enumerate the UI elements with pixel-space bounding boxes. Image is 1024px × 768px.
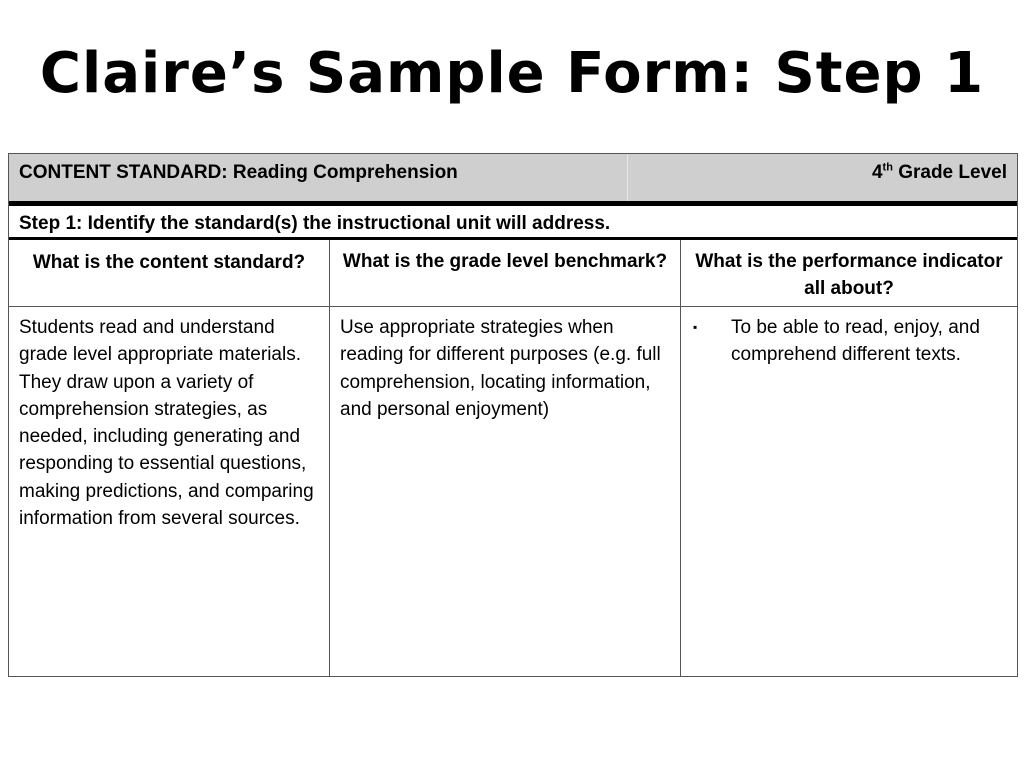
grade-suffix: th: [882, 161, 893, 174]
performance-indicator-text: To be able to read, enjoy, and comprehend different texts.: [731, 317, 980, 366]
grade-level-text: Grade Level: [892, 162, 1007, 183]
answer-row: [9, 307, 1017, 676]
content-standard-value: Reading Comprehension: [227, 162, 458, 183]
content-standard-cell: [9, 154, 628, 201]
performance-indicator-question: What is the performance indicator all about?: [695, 251, 1003, 299]
benchmark-answer: Use appropriate strategies when reading for different purposes (e.g. full comprehension, locating information, and personal enjoyment): [330, 307, 681, 676]
content-standard-question: What is the content standard?: [9, 240, 330, 306]
grade-number: 4: [871, 162, 883, 183]
grade-level-cell: [628, 154, 1017, 201]
step-instruction: Step 1: Identify the standard(s) the instructional unit will address.: [9, 206, 1017, 240]
performance-indicator-answer: [681, 307, 1017, 676]
slide-title: Claire’s Sample Form: Step 1: [39, 41, 985, 106]
content-standard-label: CONTENT STANDARD:: [19, 162, 228, 183]
benchmark-question: What is the grade level benchmark?: [330, 240, 681, 306]
form-table: [8, 153, 1018, 677]
list-item: [691, 314, 1009, 369]
content-standard-answer: Students read and understand grade level appropriate materials. They draw upon a variety of comprehension strategies, as needed, including generating and responding to essential questions, making predictions, and comparing information from several sources.: [9, 307, 330, 676]
bullet-icon: ▪: [693, 320, 698, 334]
column-header-row: [9, 240, 1017, 307]
content-standard-row: [9, 154, 1017, 206]
